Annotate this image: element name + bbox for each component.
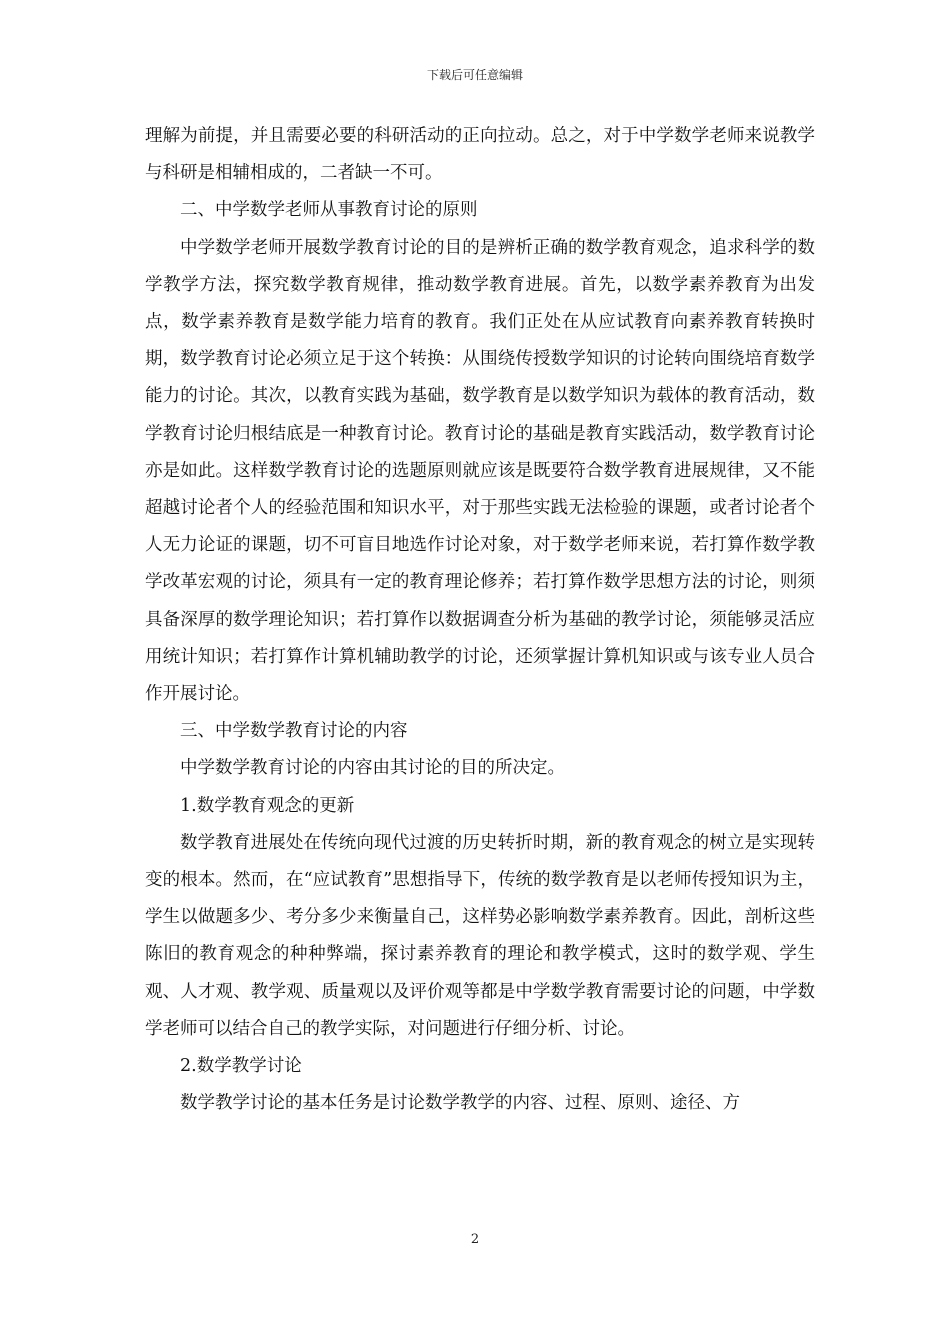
paragraph: 中学数学教育讨论的内容由其讨论的目的所决定。 [180, 758, 565, 779]
paragraph: 中学数学老师开展数学教育讨论的目的是辨析正确的数学教育观念，追求科学的数学教学方法，探究数学教育规律，推动数学教育进展。首先，以数学素养教育为出发点，数学素养教育是数学能力培育的教育。我们正处在从应试教育向素养教育转换时期，数学教育讨论必须立足于这个转换：从围绕传授数学知识的讨论转向围绕培育数学能力的讨论。其次，以教育实践为基础，数学教育是以数学知识为载体的教育活动，数学教育讨论归根结底是一种教育讨论。教育讨论的基础是教育实践活动，数学教育讨论亦是如此。这样数学教育讨论的选题原则就应该是既要符合数学教育进展规律，又不能超越讨论者个人的经验范围和知识水平，对于那些实践无法检验的课题，或者讨论者个人无力论证的课题，切不可盲目地选作讨论对象，对于数学老师来说，若打算作数学教学改革宏观的讨论，须具有一定的教育理论修养；若打算作数学思想方法的讨论，则须具备深厚的数学理论知识；若打算作以数据调查分析为基础的教学讨论，须能够灵活应用统计知识；若打算作计算机辅助教学的讨论，还须掌握计算机知识或与该专业人员合作开展讨论。 [145, 237, 815, 705]
page-number: 2 [470, 1232, 480, 1247]
section-heading: 三、中学数学教育讨论的内容 [180, 721, 408, 742]
section-heading: 二、中学数学老师从事教育讨论的原则 [180, 200, 478, 221]
subsection-heading: 2.数学教学讨论 [180, 1056, 302, 1077]
paragraph: 理解为前提，并且需要必要的科研活动的正向拉动。总之，对于中学数学老师来说教学与科研是相辅相成的，二者缺一不可。 [145, 126, 815, 184]
subsection-heading: 1.数学教育观念的更新 [180, 795, 355, 816]
body-text [145, 118, 815, 1122]
paragraph: 数学教育进展处在传统向现代过渡的历史转折时期，新的教育观念的树立是实现转变的根本。然而，在“应试教育”思想指导下，传统的数学教育是以老师传授知识为主，学生以做题多少、考分多少来衡量自己，这样势必影响数学素养教育。因此，剖析这些陈旧的教育观念的种种弊端，探讨素养教育的理论和教学模式，这时的数学观、学生观、人才观、教学观、质量观以及评价观等都是中学数学教育需要讨论的问题，中学数学老师可以结合自己的教学实际，对问题进行仔细分析、讨论。 [145, 832, 815, 1039]
paragraph: 数学教学讨论的基本任务是讨论数学教学的内容、过程、原则、途径、方 [180, 1093, 740, 1114]
page-header: 下载后可任意编辑 [426, 68, 523, 82]
